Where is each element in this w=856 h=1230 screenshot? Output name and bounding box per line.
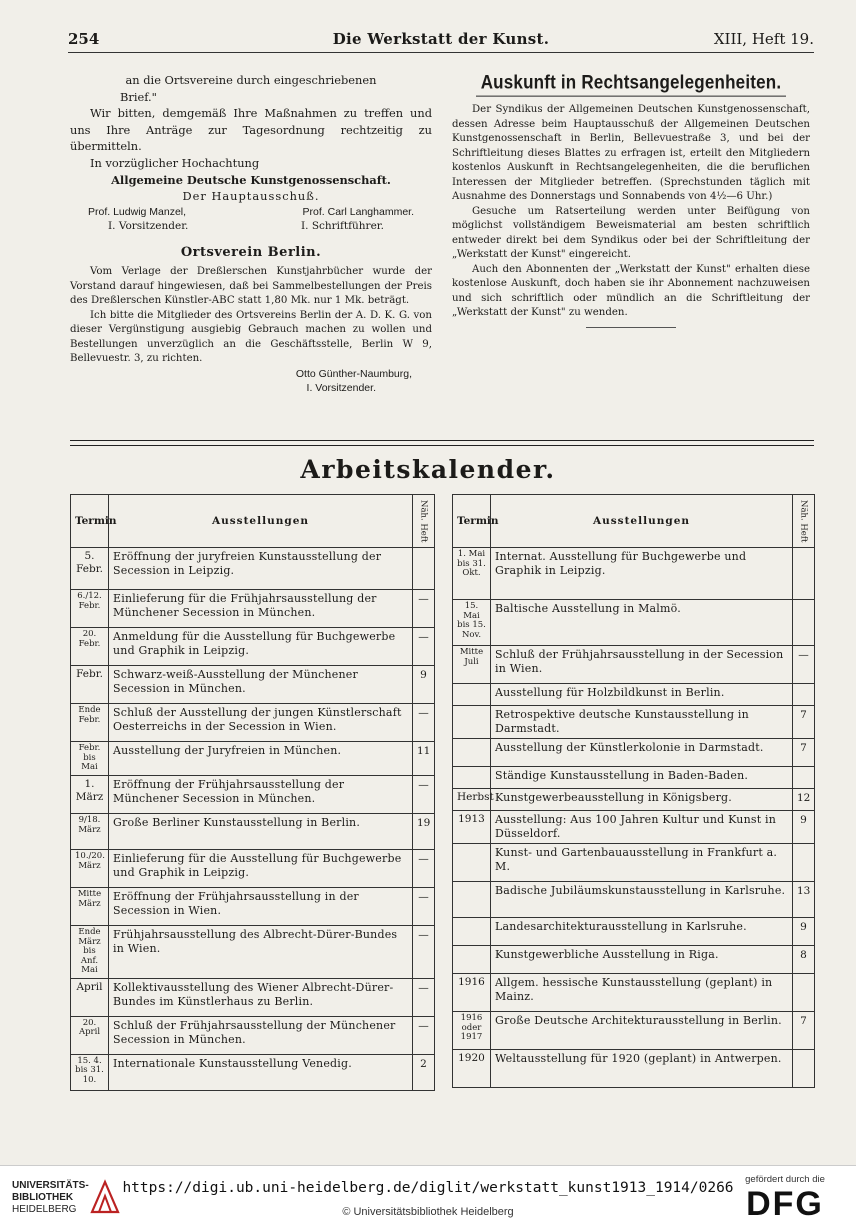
text-line: an die Ortsvereine durch eingeschriebenen bbox=[125, 73, 377, 87]
exhibition-cell: Anmeldung für die Ausstellung für Buchgewerbe und Graphik in Leipzig. bbox=[109, 628, 413, 666]
exhibition-cell: Schwarz-weiß-Ausstellung der Münchener Secession in München. bbox=[109, 666, 413, 704]
table-row bbox=[453, 600, 815, 646]
exhibition-cell: Eröffnung der juryfreien Kunstausstellung der Secession in Leipzig. bbox=[109, 548, 413, 590]
column-header-ausstellungen: Ausstellungen bbox=[491, 495, 793, 548]
heft-cell: 11 bbox=[413, 742, 435, 776]
termin-cell: Mitte März bbox=[71, 888, 109, 926]
library-name-line: HEIDELBERG bbox=[12, 1204, 77, 1215]
column-header-ausstellungen: Ausstellungen bbox=[109, 495, 413, 548]
exhibition-cell: Eröffnung der Frühjahrsausstellung in der Secession in Wien. bbox=[109, 888, 413, 926]
paragraph: Vom Verlage der Dreßlerschen Kunstjahrbücher wurde der Vorstand darauf hingewiesen, daß bei Sammelbestellungen der Preis des Dreßlerschen Künstler-ABC statt 1,80 Mk. nur 1 Mk. beträgt. bbox=[70, 266, 432, 307]
heft-cell: 9 bbox=[793, 918, 815, 946]
table-row bbox=[453, 706, 815, 739]
heft-cell: — bbox=[413, 888, 435, 926]
dfg-wordmark: DFG bbox=[746, 1185, 824, 1223]
exhibition-cell: Eröffnung der Frühjahrsausstellung der Münchener Secession in München. bbox=[109, 776, 413, 814]
calendar-table-left bbox=[70, 494, 435, 1091]
column-header-heft: Näh. Heft bbox=[413, 495, 435, 548]
heft-cell: 7 bbox=[793, 706, 815, 739]
issue-label: XIII, Heft 19. bbox=[713, 30, 814, 48]
termin-cell: 15. 4. bis 31. 10. bbox=[71, 1054, 109, 1090]
termin-cell bbox=[453, 918, 491, 946]
table-row bbox=[453, 684, 815, 706]
table-row bbox=[71, 590, 435, 628]
table-row bbox=[71, 978, 435, 1016]
table-row bbox=[453, 974, 815, 1012]
signature-name: Prof. Ludwig Manzel, bbox=[88, 205, 187, 218]
table-row bbox=[71, 814, 435, 850]
exhibition-cell: Weltausstellung für 1920 (geplant) in Antwerpen. bbox=[491, 1050, 793, 1088]
termin-cell: 10./20. März bbox=[71, 850, 109, 888]
termin-cell: Herbst bbox=[453, 789, 491, 811]
table-row bbox=[453, 739, 815, 767]
termin-cell bbox=[453, 684, 491, 706]
heft-cell: 8 bbox=[793, 946, 815, 974]
heft-cell: — bbox=[413, 628, 435, 666]
table-header-row bbox=[453, 495, 815, 548]
termin-cell: 1. März bbox=[71, 776, 109, 814]
heft-cell: — bbox=[413, 978, 435, 1016]
calendar-table-right bbox=[452, 494, 815, 1088]
organization-name: Allgemeine Deutsche Kunstgenossenschaft. bbox=[111, 172, 391, 187]
termin-cell: Ende März bis Anf. Mai bbox=[71, 926, 109, 979]
table-row bbox=[453, 844, 815, 882]
board-name: Der Hauptausschuß. bbox=[182, 189, 320, 204]
permalink-url[interactable]: https://digi.ub.uni-heidelberg.de/diglit/werkstatt_kunst1913_1914/0266 bbox=[122, 1180, 734, 1196]
table-row bbox=[71, 850, 435, 888]
table-row bbox=[71, 1016, 435, 1054]
library-name-line: BIBLIOTHEK bbox=[12, 1192, 74, 1203]
table-row bbox=[71, 742, 435, 776]
table-row bbox=[71, 776, 435, 814]
termin-cell bbox=[453, 739, 491, 767]
table-row bbox=[453, 767, 815, 789]
termin-cell: 1916 oder 1917 bbox=[453, 1012, 491, 1050]
table-row bbox=[453, 1050, 815, 1088]
section-heading: Ortsverein Berlin. bbox=[180, 244, 322, 260]
calendar-title: Arbeitskalender. bbox=[300, 455, 556, 484]
viewer-footer bbox=[0, 1165, 856, 1230]
heft-cell bbox=[413, 548, 435, 590]
exhibition-cell: Kunstgewerbliche Ausstellung in Riga. bbox=[491, 946, 793, 974]
exhibition-cell: Kunst- und Gartenbauausstellung in Frankfurt a. M. bbox=[491, 844, 793, 882]
signature-names bbox=[70, 205, 432, 219]
table-row bbox=[453, 646, 815, 684]
exhibition-cell: Baltische Ausstellung in Malmö. bbox=[491, 600, 793, 646]
heft-cell bbox=[793, 684, 815, 706]
heft-cell: 9 bbox=[413, 666, 435, 704]
exhibition-cell: Badische Jubiläumskunstausstellung in Karlsruhe. bbox=[491, 882, 793, 918]
heft-cell: — bbox=[413, 704, 435, 742]
termin-cell: Mitte Juli bbox=[453, 646, 491, 684]
heft-cell: — bbox=[413, 590, 435, 628]
paragraph: Der Syndikus der Allgemeinen Deutschen Kunstgenossenschaft, dessen Adresse beim Hauptausschuß der Allgemeinen Deutschen Kunstgenossenschaft in Berlin, Bellevuestraße 3, und bei der Schriftleitung dieses Blattes zu erfragen ist, erteilt den Mitgliedern kostenlos Auskunft in Rechtsangelegenheiten, die die beruflichen Interessen der Mitglieder betreffen. (Sprechstunden täglich mit Ausnahme des Donnerstags und Sonnabends von 4½—6 Uhr.) bbox=[452, 104, 810, 202]
dfg-logo bbox=[730, 1174, 840, 1223]
heft-cell bbox=[793, 844, 815, 882]
table-row bbox=[453, 789, 815, 811]
exhibition-cell: Internationale Kunstausstellung Venedig. bbox=[109, 1054, 413, 1090]
heft-cell: 2 bbox=[413, 1054, 435, 1090]
section-heading: Auskunft in Rechtsangelegenheiten. bbox=[476, 70, 786, 96]
table-row bbox=[453, 946, 815, 974]
exhibition-cell: Schluß der Frühjahrsausstellung in der Secession in Wien. bbox=[491, 646, 793, 684]
table-row bbox=[71, 926, 435, 979]
exhibition-cell: Ausstellung für Holzbildkunst in Berlin. bbox=[491, 684, 793, 706]
termin-cell: 1920 bbox=[453, 1050, 491, 1088]
column-header-termin: Termin bbox=[453, 495, 491, 548]
heft-cell: 12 bbox=[793, 789, 815, 811]
termin-cell: 20. April bbox=[71, 1016, 109, 1054]
heft-cell bbox=[793, 767, 815, 789]
termin-cell: 6./12. Febr. bbox=[71, 590, 109, 628]
library-name-line: UNIVERSITÄTS- bbox=[12, 1180, 89, 1191]
termin-cell: 20. Febr. bbox=[71, 628, 109, 666]
page-number: 254 bbox=[68, 30, 100, 48]
column-header-heft: Näh. Heft bbox=[793, 495, 815, 548]
termin-cell: 1916 bbox=[453, 974, 491, 1012]
heft-cell: — bbox=[413, 1016, 435, 1054]
divider bbox=[586, 327, 676, 328]
termin-cell bbox=[453, 767, 491, 789]
heft-cell: 19 bbox=[413, 814, 435, 850]
signature-name: Otto Günther-Naumburg, bbox=[295, 367, 412, 380]
divider bbox=[70, 445, 814, 446]
heft-cell: — bbox=[413, 926, 435, 979]
left-column bbox=[70, 72, 432, 395]
heft-cell: 7 bbox=[793, 739, 815, 767]
termin-cell: 15. Mai bis 15. Nov. bbox=[453, 600, 491, 646]
table-row bbox=[71, 704, 435, 742]
exhibition-cell: Große Berliner Kunstausstellung in Berlin. bbox=[109, 814, 413, 850]
exhibition-cell: Retrospektive deutsche Kunstausstellung in Darmstadt. bbox=[491, 706, 793, 739]
signature-role: I. Schriftführer. bbox=[301, 219, 384, 232]
paragraph: Ich bitte die Mitglieder des Ortsvereins Berlin der A. D. K. G. von dieser Vergünstigung ausgiebig Gebrauch machen zu wollen und Bestellungen unverzüglich an die Geschäftsstelle, Berlin W 9, Bellevuestr. 3, zu richten. bbox=[70, 309, 432, 365]
table-row bbox=[453, 548, 815, 600]
table-row bbox=[71, 1054, 435, 1090]
exhibition-cell: Internat. Ausstellung für Buchgewerbe und Graphik in Leipzig. bbox=[491, 548, 793, 600]
exhibition-cell: Ausstellung der Juryfreien in München. bbox=[109, 742, 413, 776]
heft-cell bbox=[793, 974, 815, 1012]
table-row bbox=[453, 918, 815, 946]
table-row bbox=[453, 1012, 815, 1050]
termin-cell bbox=[453, 706, 491, 739]
heft-cell bbox=[793, 1050, 815, 1088]
termin-cell bbox=[453, 844, 491, 882]
termin-cell: Febr. bis Mai bbox=[71, 742, 109, 776]
column-header-termin: Termin bbox=[71, 495, 109, 548]
termin-cell: Ende Febr. bbox=[71, 704, 109, 742]
exhibition-cell: Einlieferung für die Ausstellung für Buchgewerbe und Graphik in Leipzig. bbox=[109, 850, 413, 888]
termin-cell: 1913 bbox=[453, 811, 491, 844]
signature-name: Prof. Carl Langhammer. bbox=[302, 205, 414, 218]
running-header bbox=[68, 30, 814, 53]
right-column bbox=[452, 72, 810, 328]
exhibition-cell: Allgem. hessische Kunstausstellung (geplant) in Mainz. bbox=[491, 974, 793, 1012]
exhibition-cell: Landesarchitekturausstellung in Karlsruhe. bbox=[491, 918, 793, 946]
exhibition-cell: Schluß der Ausstellung der jungen Künstlerschaft Oesterreichs in der Secession in Wien. bbox=[109, 704, 413, 742]
table-row bbox=[453, 811, 815, 844]
greeting: In vorzüglicher Hochachtung bbox=[90, 155, 260, 170]
signature-roles bbox=[70, 219, 432, 233]
exhibition-cell: Ausstellung der Künstlerkolonie in Darmstadt. bbox=[491, 739, 793, 767]
heft-cell: — bbox=[413, 776, 435, 814]
heft-cell: — bbox=[413, 850, 435, 888]
copyright-notice: © Universitätsbibliothek Heidelberg bbox=[342, 1206, 514, 1218]
termin-cell: Febr. bbox=[71, 666, 109, 704]
paragraph: Gesuche um Ratserteilung werden unter Beifügung von möglichst vollständigem Beweismaterial am besten schriftlich entweder direkt bei dem Syndikus oder bei der Schriftleitung der „Werkstatt der Kunst" eingereicht. bbox=[452, 205, 810, 260]
heft-cell bbox=[793, 548, 815, 600]
exhibition-cell: Ausstellung: Aus 100 Jahren Kultur und Kunst in Düsseldorf. bbox=[491, 811, 793, 844]
divider bbox=[70, 440, 814, 441]
heft-cell bbox=[793, 600, 815, 646]
paragraph: Wir bitten, demgemäß Ihre Maßnahmen zu treffen und uns Ihre Anträge zur Tagesordnung rechtzeitig zu übermitteln. bbox=[70, 106, 432, 154]
signature-role: I. Vorsitzender. bbox=[306, 381, 376, 394]
termin-cell: 1. Mai bis 31. Okt. bbox=[453, 548, 491, 600]
table-header-row bbox=[71, 495, 435, 548]
exhibition-cell: Kollektivausstellung des Wiener Albrecht-Dürer-Bundes im Künstlerhaus zu Berlin. bbox=[109, 978, 413, 1016]
termin-cell bbox=[453, 882, 491, 918]
exhibition-cell: Kunstgewerbeausstellung in Königsberg. bbox=[491, 789, 793, 811]
exhibition-cell: Frühjahrsausstellung des Albrecht-Dürer-Bundes in Wien. bbox=[109, 926, 413, 979]
paragraph: Auch den Abonnenten der „Werkstatt der Kunst" erhalten diese kostenlose Auskunft, doch haben sie ihr Abonnement nachzuweisen und sich schriftlich oder mündlich an die Schriftleitung der „Werkstatt der Kunst" zu wenden. bbox=[452, 263, 810, 318]
journal-title: Die Werkstatt der Kunst. bbox=[332, 30, 550, 48]
termin-cell: April bbox=[71, 978, 109, 1016]
heft-cell: 9 bbox=[793, 811, 815, 844]
table-row bbox=[71, 888, 435, 926]
heft-cell: 13 bbox=[793, 882, 815, 918]
exhibition-cell: Schluß der Frühjahrsausstellung der Münchener Secession in München. bbox=[109, 1016, 413, 1054]
table-row bbox=[453, 882, 815, 918]
funded-by-label: gefördert durch die bbox=[745, 1174, 825, 1185]
heft-cell: — bbox=[793, 646, 815, 684]
table-row bbox=[71, 666, 435, 704]
heft-cell: 7 bbox=[793, 1012, 815, 1050]
table-row bbox=[71, 548, 435, 590]
termin-cell: 5. Febr. bbox=[71, 548, 109, 590]
exhibition-cell: Einlieferung für die Frühjahrsausstellung der Münchener Secession in München. bbox=[109, 590, 413, 628]
termin-cell: 9/18. März bbox=[71, 814, 109, 850]
signature-role: I. Vorsitzender. bbox=[108, 219, 189, 232]
exhibition-cell: Ständige Kunstausstellung in Baden-Baden. bbox=[491, 767, 793, 789]
text-line: Brief." bbox=[120, 89, 157, 104]
termin-cell bbox=[453, 946, 491, 974]
table-row bbox=[71, 628, 435, 666]
exhibition-cell: Große Deutsche Architekturausstellung in Berlin. bbox=[491, 1012, 793, 1050]
